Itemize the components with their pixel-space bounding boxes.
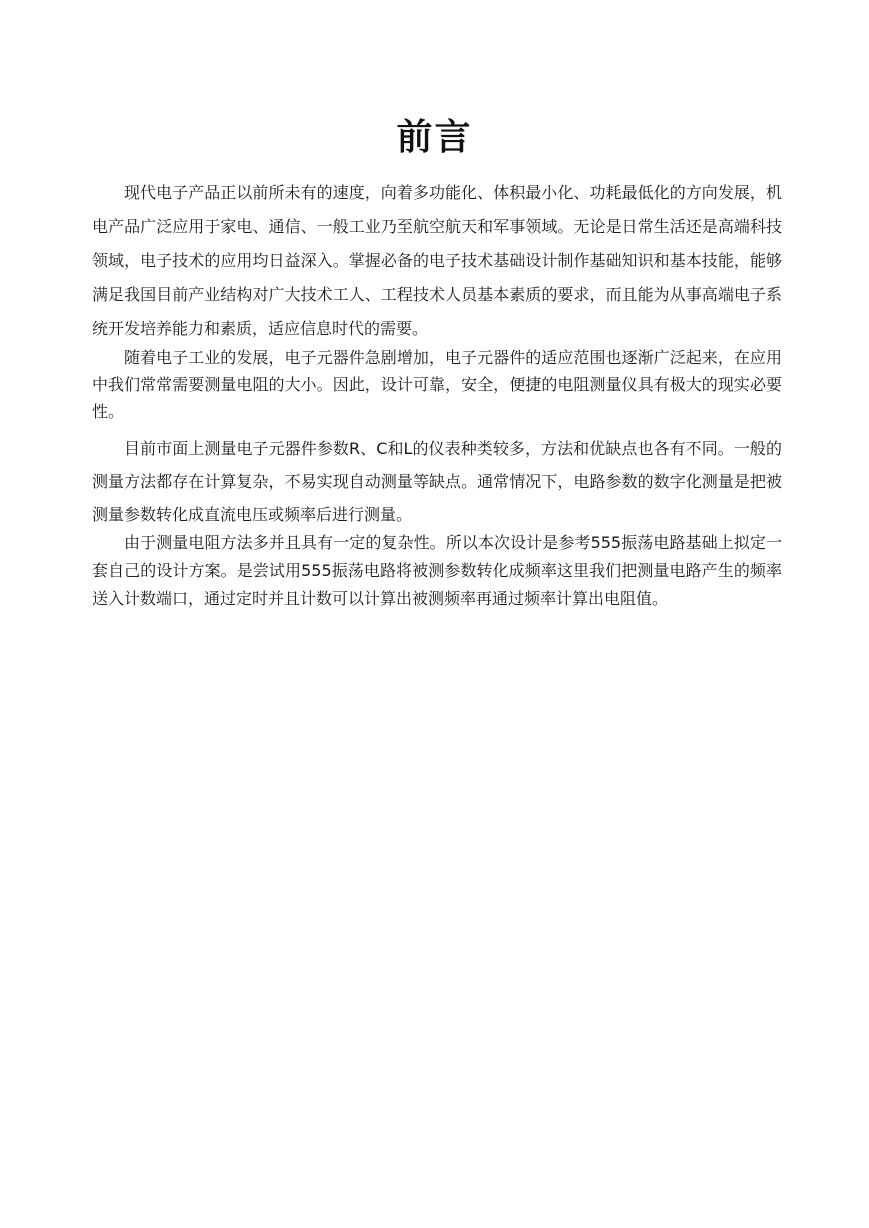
paragraph-methods: 目前市面上测量电子元器件参数R、C和L的仪表种类较多，方法和优缺点也各有不同。一般的测量方法都存在计算复杂，不易实现自动测量等缺点。通常情况下，电路参数的数字化测量是把被测量参数转化成直流电压或频率后进行测量。 (92, 439, 782, 524)
paragraph-background: 随着电子工业的发展，电子元器件急剧增加，电子元器件的适应范围也逐渐广泛起来，在应用中我们常常需要测量电阻的大小。因此，设计可靠，安全，便捷的电阻测量仪具有极大的现实必要性。 (92, 348, 782, 421)
paragraph-design: 由于测量电阻方法多并且具有一定的复杂性。所以本次设计是参考555振荡电路基础上拟定一套自己的设计方案。是尝试用555振荡电路将被测参数转化成频率这里我们把测量电路产生的频率送入计数端口，通过定时并且计数可以计算出被测频率再通过频率计算出电阻值。 (92, 533, 782, 608)
paragraph-intro: 现代电子产品正以前所未有的速度，向着多功能化、体积最小化、功耗最低化的方向发展，机电产品广泛应用于家电、通信、一般工业乃至航空航天和军事领域。无论是日常生活还是高端科技领域，电子技术的应用均日益深入。掌握必备的电子技术基础设计制作基础知识和基本技能，能够满足我国目前产业结构对广大技术工人、工程技术人员基本素质的要求，而且能为从事高端电子系统开发培养能力和素质，适应信息时代的需要。 (92, 183, 782, 338)
page-title: 前言 (396, 117, 473, 158)
